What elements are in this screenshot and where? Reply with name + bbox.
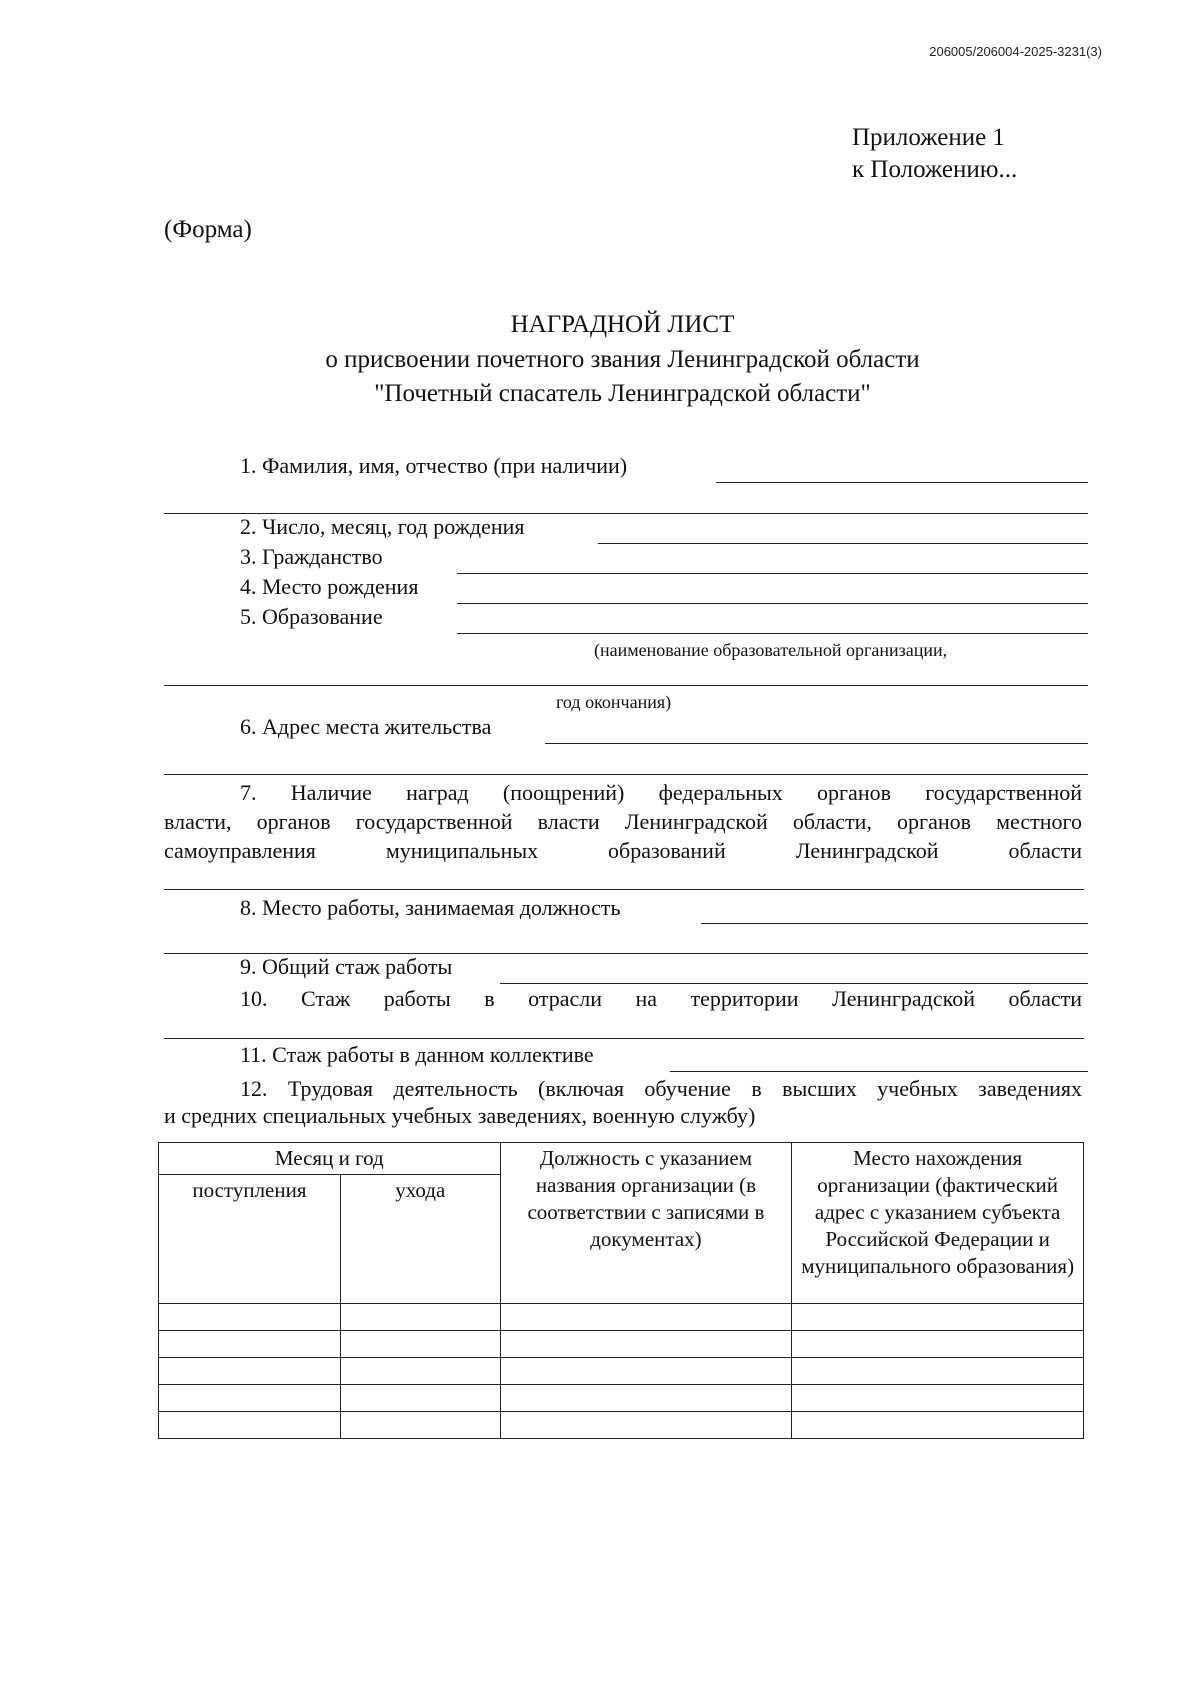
table-cell[interactable]	[159, 1358, 341, 1385]
table-cell[interactable]	[340, 1304, 500, 1331]
field-11-label: 11. Стаж работы в данном коллективе	[240, 1042, 594, 1067]
document-id: 206005/206004-2025-3231(3)	[929, 44, 1102, 59]
table-row	[159, 1304, 1084, 1331]
appendix-line-1: Приложение 1	[852, 124, 1005, 151]
table-cell[interactable]	[500, 1412, 792, 1439]
document-subtitle-1: о присвоении почетного звания Ленинградской области	[325, 346, 920, 373]
header-end: ухода	[340, 1175, 500, 1304]
field-4-label: 4. Место рождения	[240, 574, 419, 599]
table-cell[interactable]	[500, 1331, 792, 1358]
header-position: Должность с указанием названия организации (в соответствии с записями в документах)	[500, 1143, 792, 1304]
table-cell[interactable]	[792, 1412, 1084, 1439]
table-cell[interactable]	[792, 1304, 1084, 1331]
table-cell[interactable]	[792, 1331, 1084, 1358]
table-cell[interactable]	[500, 1385, 792, 1412]
form-label: (Форма)	[164, 216, 252, 243]
field-5-hint-2: год окончания)	[556, 692, 672, 712]
header-start: поступления	[159, 1175, 341, 1304]
document-subtitle-2: "Почетный спасатель Ленинградской области"	[374, 380, 871, 407]
field-5-hint-1: (наименование образовательной организации,	[594, 640, 948, 660]
field-1-label: 1. Фамилия, имя, отчество (при наличии)	[240, 453, 628, 478]
table-cell[interactable]	[500, 1304, 792, 1331]
table-cell[interactable]	[792, 1358, 1084, 1385]
table-cell[interactable]	[159, 1331, 341, 1358]
field-7-text-2: власти, органов государственной власти Ленинградской области, органов местного	[164, 809, 1082, 834]
document-title: НАГРАДНОЙ ЛИСТ	[510, 311, 735, 338]
field-12-text-2: и средних специальных учебных заведениях, военную службу)	[164, 1103, 756, 1128]
field-1-line[interactable]	[716, 482, 1088, 483]
field-3-line[interactable]	[457, 573, 1088, 574]
field-2-line[interactable]	[598, 543, 1088, 544]
table-cell[interactable]	[340, 1331, 500, 1358]
field-5-line[interactable]	[457, 633, 1088, 634]
field-10-text: 10. Стаж работы в отрасли на территории Ленинградской области	[240, 986, 1082, 1011]
field-7-line[interactable]	[164, 889, 1084, 890]
table-cell[interactable]	[159, 1385, 341, 1412]
field-10-line[interactable]	[164, 1038, 1084, 1039]
table-row	[159, 1385, 1084, 1412]
field-5-line-2[interactable]	[164, 685, 1088, 686]
field-6-line[interactable]	[545, 743, 1088, 744]
field-3-label: 3. Гражданство	[240, 544, 383, 569]
field-11-line[interactable]	[670, 1071, 1088, 1072]
table-row	[159, 1331, 1084, 1358]
table-cell[interactable]	[340, 1385, 500, 1412]
table-row	[159, 1412, 1084, 1439]
field-8-line[interactable]	[701, 923, 1088, 924]
field-4-line[interactable]	[457, 603, 1088, 604]
field-8-label: 8. Место работы, занимаемая должность	[240, 895, 621, 920]
appendix-note	[852, 122, 1017, 186]
field-2-label: 2. Число, месяц, год рождения	[240, 514, 525, 539]
table-cell[interactable]	[340, 1358, 500, 1385]
field-6-line-2[interactable]	[164, 774, 1088, 775]
field-5-label: 5. Образование	[240, 604, 383, 629]
table-cell[interactable]	[340, 1412, 500, 1439]
appendix-line-2: к Положению...	[852, 156, 1018, 183]
field-12-text-1: 12. Трудовая деятельность (включая обучение в высших учебных заведениях	[240, 1076, 1082, 1101]
field-6-label: 6. Адрес места жительства	[240, 714, 492, 739]
work-history-table	[158, 1142, 1084, 1439]
field-7-text-1: 7. Наличие наград (поощрений) федеральных органов государственной	[240, 780, 1082, 805]
table-cell[interactable]	[792, 1385, 1084, 1412]
table-row	[159, 1358, 1084, 1385]
table-cell[interactable]	[159, 1304, 341, 1331]
table-cell[interactable]	[500, 1358, 792, 1385]
header-location: Место нахождения организации (фактический адрес с указанием субъекта Российской Федерации и муниципального образования)	[792, 1143, 1084, 1304]
table-header-row-1	[159, 1143, 1084, 1175]
field-7-text-3: самоуправления муниципальных образований Ленинградской области	[164, 838, 1082, 863]
field-9-label: 9. Общий стаж работы	[240, 954, 453, 979]
header-month-year: Месяц и год	[159, 1143, 501, 1175]
table-cell[interactable]	[159, 1412, 341, 1439]
